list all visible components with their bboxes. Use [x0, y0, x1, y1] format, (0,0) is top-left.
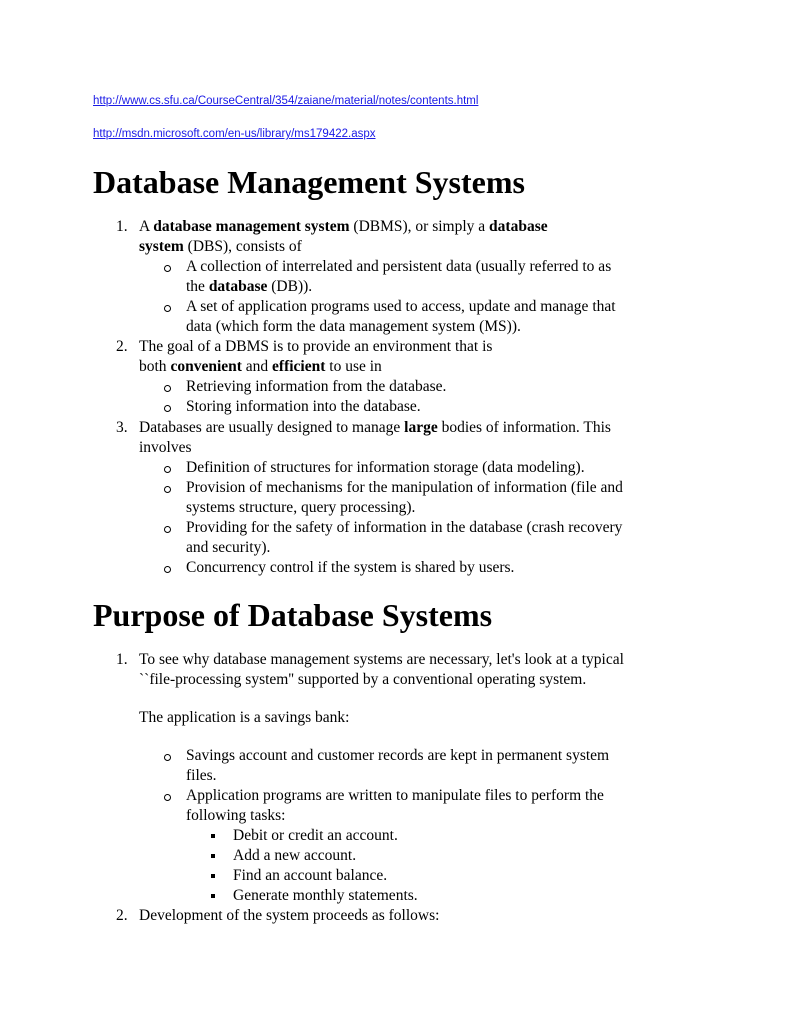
paragraph: The application is a savings bank:: [139, 709, 350, 726]
circle-bullet-icon: [164, 794, 171, 801]
square-bullet-icon: [211, 854, 215, 858]
sub-item-continuation: systems structure, query processing).: [186, 499, 416, 516]
circle-bullet-icon: [164, 405, 171, 412]
reference-link-sfu[interactable]: http://www.cs.sfu.ca/CourseCentral/354/zaiane/material/notes/contents.html: [93, 95, 479, 107]
circle-bullet-icon: [164, 566, 171, 573]
sub-item-continuation: and security).: [186, 539, 271, 556]
list-item-1-line-2: system (DBS), consists of: [139, 238, 302, 255]
square-bullet-icon: [211, 874, 215, 878]
heading-database-management-systems: Database Management Systems: [93, 164, 525, 200]
list-item-2-line-2: both convenient and efficient to use in: [139, 358, 382, 375]
list-number: 2.: [116, 907, 128, 924]
circle-bullet-icon: [164, 385, 171, 392]
circle-bullet-icon: [164, 526, 171, 533]
circle-bullet-icon: [164, 466, 171, 473]
sub-item-continuation: the database (DB)).: [186, 278, 313, 295]
circle-bullet-icon: [164, 486, 171, 493]
square-bullet-icon: [211, 894, 215, 898]
list-number: 2.: [116, 338, 128, 355]
list-number: 3.: [116, 419, 128, 436]
square-bullet-icon: [211, 834, 215, 838]
sub-item-continuation: data (which form the data management system (MS)).: [186, 318, 521, 335]
list-item-1-line-2: ``file-processing system'' supported by a conventional operating system.: [139, 671, 587, 688]
heading-purpose-of-database-systems: Purpose of Database Systems: [93, 597, 493, 633]
circle-bullet-icon: [164, 305, 171, 312]
sub-item-continuation: following tasks:: [186, 807, 286, 824]
list-item-3-line-2: involves: [139, 439, 192, 456]
list-number: 1.: [116, 218, 128, 235]
reference-link-msdn[interactable]: http://msdn.microsoft.com/en-us/library/ms179422.aspx: [93, 128, 376, 140]
list-number: 1.: [116, 651, 128, 668]
sub-item-continuation: files.: [186, 767, 217, 784]
circle-bullet-icon: [164, 754, 171, 761]
circle-bullet-icon: [164, 265, 171, 272]
document-page: http://www.cs.sfu.ca/CourseCentral/354/zaiane/material/notes/contents.html http://msdn.microsoft.com/en-us/library/ms179422.aspx Database Management Systems 1. A database management system (DBMS), or simply a database system (DBS), consists of A collection of interrelated and persistent data (usually referred to as the database (DB)). A set of application programs used to access, update and manage that data (which form the data management system (MS)). 2. The goal of a DBMS is to provide an environment that is both convenient and efficient to use in Retrieving information from the database. Storing information into the database. 3. Databases are usually designed to manage large bodies of information. This involves Definition of structures for information storage (data modeling). Provision of mechanisms for the manipulation of information (file and systems structure, query processing). Providing for the safety of information in the database (crash recovery and security). Concurrency control if the system is shared by users. Purpose of Database Systems 1. To see why database management systems are necessary, let's look at a typical ``file-processing system'' supported by a conventional operating system. The application is a savings bank: Savings account and customer records are kept in permanent system files. Application programs are written to manipulate files to perform the following tasks: Debit or credit an account. Add a new account. Find an account balance. Generate monthly statements. 2. Development of the system proceeds as follows:: [93, 95, 624, 924]
